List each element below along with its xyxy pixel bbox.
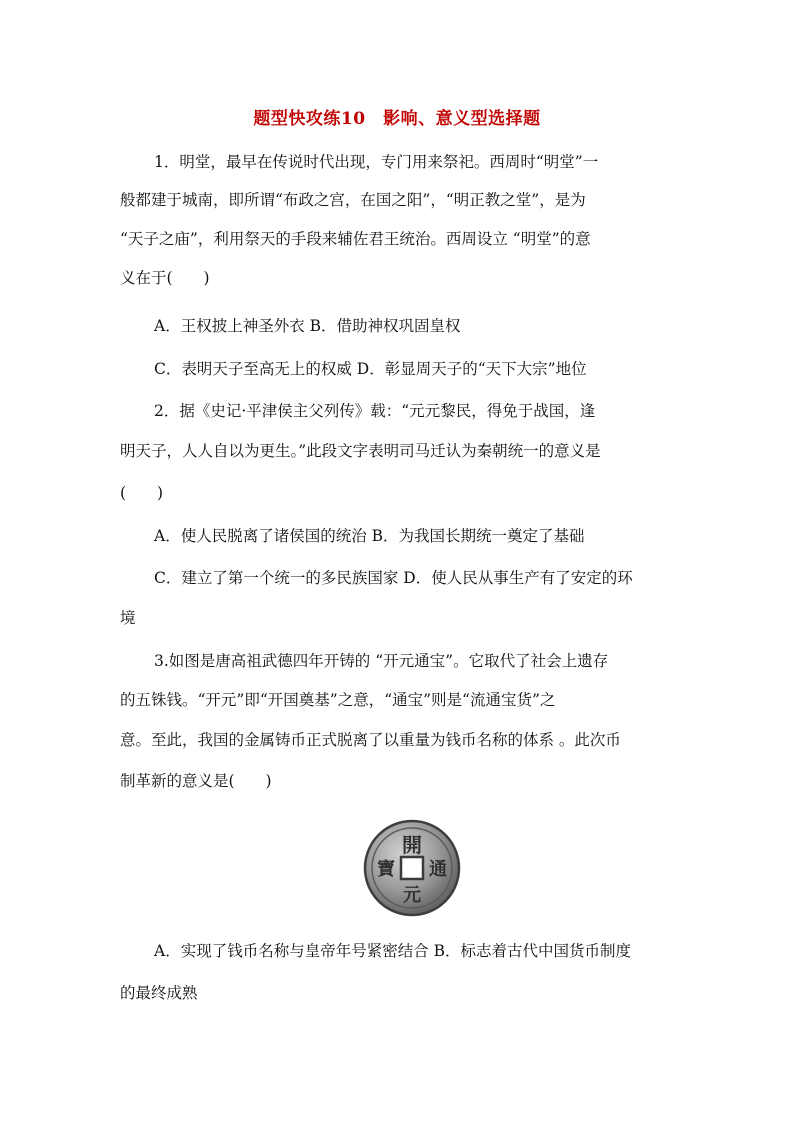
coin-icon [362,818,462,918]
q2-options-cd-line-2: 境 [120,609,136,627]
q1-options-ab: A．王权披上神圣外衣 B．借助神权巩固皇权 [154,317,461,335]
q3-line-1: 3.如图是唐高祖武德四年开铸的 “开元通宝”。它取代了社会上遗存 [154,652,609,670]
kaiyuan-tongbao-coin-image [362,818,462,918]
coin-char-left: 寶 [377,859,395,880]
q1-line-1: 1．明堂，最早在传说时代出现，专门用来祭祀。西周时“明堂”一 [154,153,599,171]
q1-line-4: 义在于( ) [120,269,210,287]
q2-options-cd-line-1: C．建立了第一个统一的多民族国家 D．使人民从事生产有了安定的环 [154,569,633,587]
q3-options-ab-line-1: A．实现了钱币名称与皇帝年号紧密结合 B．标志着古代中国货币制度 [154,942,632,960]
q3-line-4: 制革新的意义是( ) [120,772,272,790]
q2-line-2: 明天子，人人自以为更生。”此段文字表明司马迁认为秦朝统一的意义是 [120,442,601,460]
q3-options-ab-line-2: 的最终成熟 [120,984,198,1002]
coin-char-bottom: 元 [403,885,421,906]
q1-line-2: 般都建于城南，即所谓“布政之宫，在国之阳”，“明正教之堂”，是为 [120,191,586,209]
coin-char-right: 通 [429,859,447,880]
q2-options-ab: A．使人民脱离了诸侯国的统治 B．为我国长期统一奠定了基础 [154,527,585,545]
coin-char-top: 開 [402,833,422,857]
q2-line-3: ( ) [120,484,164,502]
q2-line-1: 2．据《史记·平津侯主父列传》载：“元元黎民，得免于战国，逢 [154,402,596,420]
q3-line-3: 意。至此，我国的金属铸币正式脱离了以重量为钱币名称的体系 。此次币 [120,731,621,749]
page-title: 题型快攻练10 影响、意义型选择题 [253,109,541,129]
q1-line-3: “天子之庙”，利用祭天的手段来辅佐君王统治。西周设立 “明堂”的意 [120,230,591,248]
q3-line-2: 的五铢钱。“开元”即“开国奠基”之意，“通宝”则是“流通宝货”之 [120,691,556,709]
q1-options-cd: C．表明天子至高无上的权威 D．彰显周天子的“天下大宗”地位 [154,360,587,378]
